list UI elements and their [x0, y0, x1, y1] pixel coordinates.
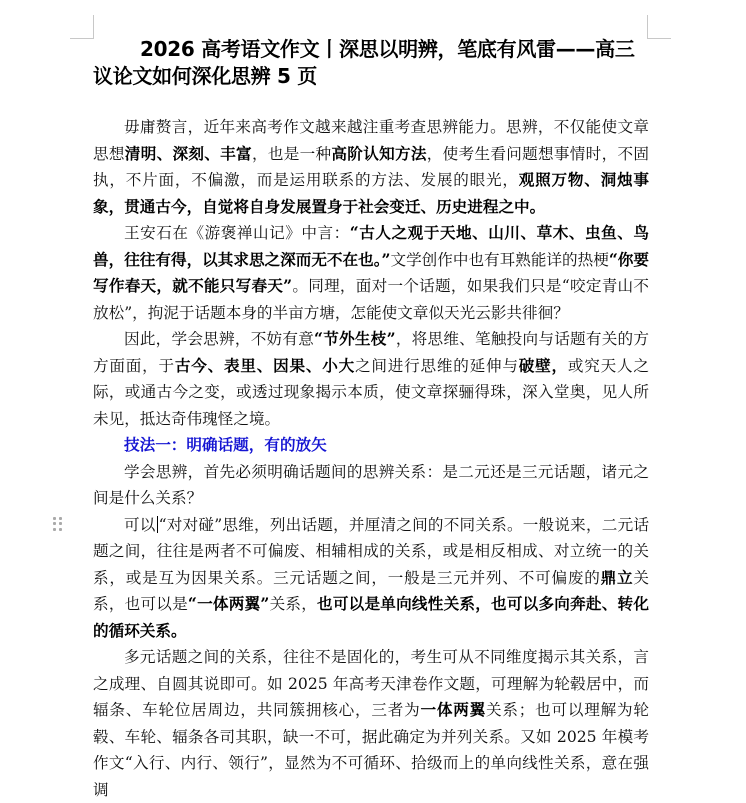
bold-text-run: 一体两翼: [420, 700, 486, 719]
bold-text-run: “一体两翼”: [187, 594, 270, 613]
text-run: ，使考生看问题想事情时，不固执，不片面，不偏激，而是运用联系的方法、发展的眼光，: [93, 144, 649, 189]
document-title[interactable]: 2026 高考语文作文丨深思以明辨，笔底有风雷——高三议论文如何深化思辨 5 页: [93, 37, 635, 88]
body-paragraph: [93, 512, 649, 645]
text-run: 多元话题之间的关系，往往不是固化的，考生可从不同维度揭示其关系，言之成理、自圆其说即可。如 2025 年高考天津卷作文题，可理解为轮毂居中，而辐条、车轮位居周边，共同簇拥核心，三者为: [93, 648, 649, 719]
bold-text-run: 高阶认知方法: [331, 143, 427, 163]
text-run: 技法一：明确话题，有的放矢: [124, 435, 327, 454]
body-paragraph: [93, 326, 649, 432]
bold-text-run: “节外生枝”: [314, 329, 396, 348]
body-paragraph: [93, 644, 649, 803]
bold-text-run: 破壁，: [518, 355, 568, 375]
text-run: 文学创作中也有耳熟能详的热梗: [390, 250, 609, 269]
bold-text-run: 古今、表里、因果、小大: [174, 355, 355, 375]
bold-text-run: 观照万物、洞烛事象，贯通古今，自觉将自身发展置身于社会变迁、历史进程之中。: [93, 170, 649, 216]
bold-text-run: 清明、深刻、丰富: [124, 143, 252, 163]
text-run: ，也是一种: [251, 144, 332, 163]
bold-text-run: 鼎立: [600, 567, 634, 587]
page-corner-mark-top-left: [70, 15, 94, 39]
text-run: 可以: [124, 515, 156, 534]
bold-text-run: 也可以是单向线性关系，也可以多向奔赴、转化的循环关系。: [93, 594, 649, 640]
body-paragraph: [93, 459, 649, 512]
text-run: 关系，也可以是: [93, 568, 649, 613]
text-run: 学会思辨，首先必须明确话题间的思辨关系：是二元还是三元话题，诸元之间是什么关系？: [93, 462, 649, 507]
text-run: “对对碰”思维，列出话题，并厘清之间的不同关系。一般说来，二元话题之间，往往是两者不可偏废、相辅相成的关系，或是相反相成、对立统一的关系，或是互为因果关系。三元话题之间，一般是三元并列、不可偏废的: [93, 515, 649, 587]
document-body[interactable]: [93, 114, 649, 803]
text-run: 王安石在《游褒禅山记》中言：: [124, 224, 350, 242]
text-run: 或究天人之际，或通古今之变，或透过现象揭示本质，使文章探骊得珠，深入堂奥，见人所未见，抵达奇伟瑰怪之境。: [93, 356, 649, 428]
text-run: 之间进行思维的延伸与: [355, 356, 519, 375]
bold-text-run: “你要写作春天，就不能只写春天”: [93, 249, 649, 295]
body-paragraph: [93, 220, 649, 326]
text-run: 关系，: [269, 595, 318, 613]
section-heading: [93, 432, 649, 459]
text-cursor: [157, 516, 158, 533]
text-run: 。同理，面对一个话题，如果我们只是“咬定青山不放松”，拘泥于话题本身的半亩方塘，怎能使文章似天光云影共徘徊？: [93, 277, 649, 322]
text-run: ，将思维、笔触投向与话题有关的方方面面，于: [93, 330, 649, 375]
bold-text-run: “古人之观于天地、山川、草木、虫鱼、鸟兽，往往有得，以其求思之深而无不在也。”: [93, 223, 649, 269]
text-run: 毋庸赘言，近年来高考作文越来越注重考查思辨能力。思辨，不仅能使文章思想: [93, 118, 649, 163]
text-run: 关系；也可以理解为轮毂、车轮、辐条各司其职，缺一不可，据此确定为并列关系。又如 2025 年模考作文“入行、内行、领行”，显然为不可循环、拾级而上的单向线性关系，意在强调: [93, 701, 649, 799]
paragraph-drag-handle-icon[interactable]: [53, 517, 63, 531]
text-run: 因此，学会思辨，不妨有意: [124, 330, 315, 348]
body-paragraph: [93, 114, 649, 220]
